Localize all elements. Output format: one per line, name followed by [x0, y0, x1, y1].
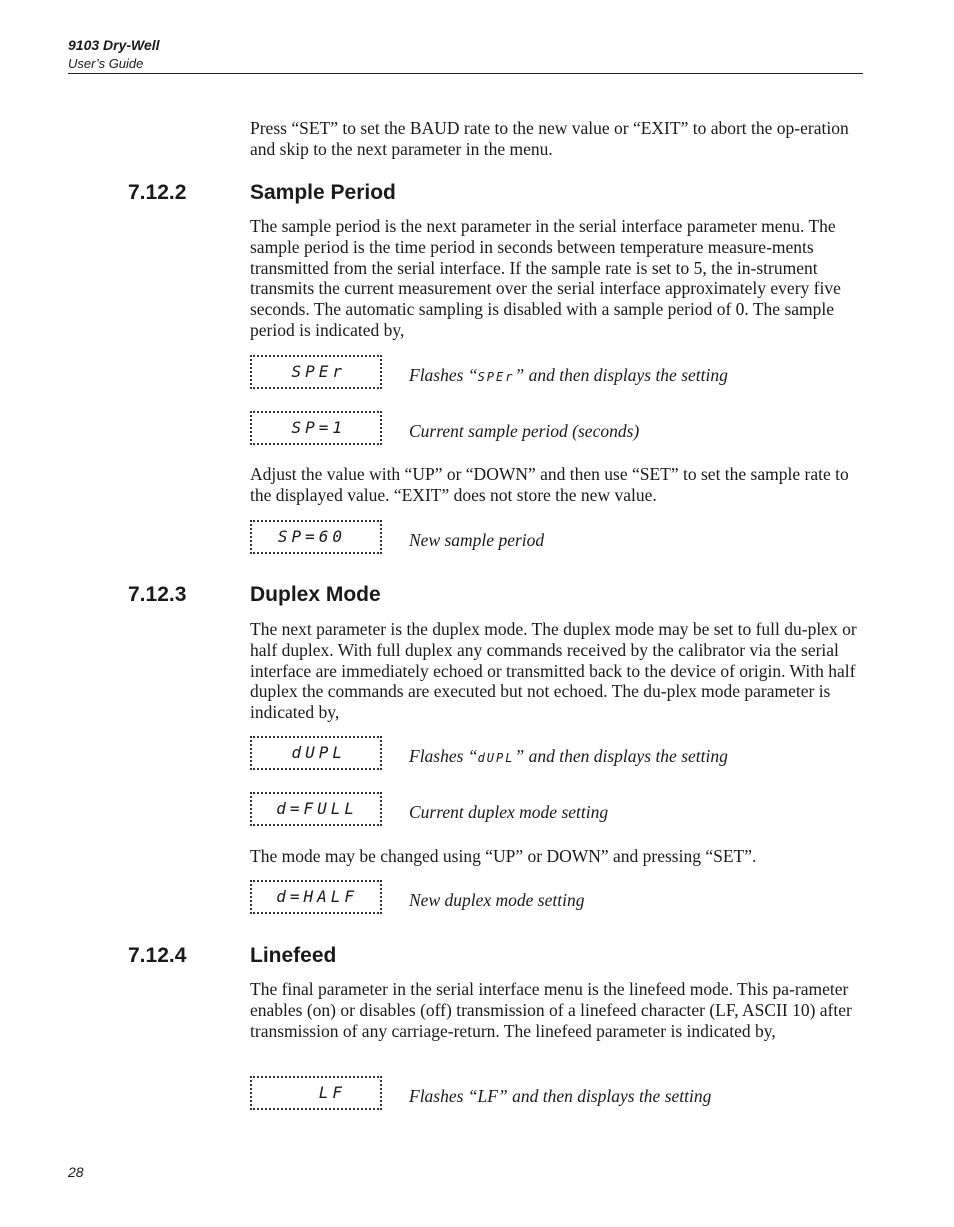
lcd-display: [250, 880, 382, 914]
lcd-display: [250, 355, 382, 389]
caption-text: Flashes “: [409, 746, 478, 766]
section-title: Linefeed: [250, 944, 337, 967]
section-paragraph: [250, 464, 864, 506]
paragraph-text: The mode may be changed using “UP” or DOWN” and pressing “SET”.: [250, 846, 757, 866]
caption-lcd-text: dUPL: [477, 751, 515, 765]
lcd-readout: SP=60: [277, 527, 346, 546]
lcd-readout: SPEr: [291, 362, 346, 381]
paragraph-text: The next parameter is the duplex mode. The duplex mode may be set to full du-plex or half duplex. With full duplex any commands received by the calibrator via the serial interface are immediately echoed or transmitted back to the device of origin. With half duplex the commands are executed but not echoed. The du-plex mode parameter is indicated by,: [250, 619, 857, 723]
section-title: Duplex Mode: [250, 583, 381, 606]
display-caption: Current sample period (seconds): [409, 421, 640, 441]
display-caption: Flashes “LF” and then displays the setting: [409, 1086, 712, 1106]
display-caption: New duplex mode setting: [409, 890, 585, 910]
section-paragraph: [250, 619, 864, 723]
page-number: 28: [68, 1164, 84, 1180]
paragraph-text: Press “SET” to set the BAUD rate to the new value or “EXIT” to abort the op-eration and skip to the next parameter in the menu.: [250, 118, 849, 159]
section-number: 7.12.3: [128, 583, 187, 606]
section-number: 7.12.2: [128, 181, 187, 204]
paragraph-text: The final parameter in the serial interface menu is the linefeed mode. This pa-rameter enables (on) or disables (off) transmission of a linefeed character (LF, ASCII 10) after transmission of any carriage-return. The linefeed parameter is indicated by,: [250, 979, 852, 1041]
caption-lcd-text: SPEr: [477, 370, 515, 384]
header-title: 9103 Dry-Well: [68, 37, 160, 53]
lcd-display: [250, 520, 382, 554]
section-number: 7.12.4: [128, 944, 187, 967]
lcd-display: [250, 736, 382, 770]
lcd-readout: SP=1: [291, 418, 346, 437]
intro-paragraph: [250, 118, 864, 160]
display-caption: New sample period: [409, 530, 545, 550]
paragraph-text: The sample period is the next parameter in the serial interface parameter menu. The sample period is the time period in seconds between temperature measure-ments transmitted from the serial interface. If the sample rate is set to 5, the in-strument transmits the current measurement over the serial interface approximately every five seconds. The automatic sampling is disabled with a sample period of 0. The sample period is indicated by,: [250, 216, 841, 340]
section-paragraph: [250, 216, 864, 341]
lcd-readout: dUPL: [291, 743, 346, 762]
section-paragraph: [250, 846, 864, 867]
header-rule: [68, 73, 863, 74]
lcd-display: [250, 1076, 382, 1110]
lcd-readout: d=FULL: [276, 799, 358, 818]
header-subtitle: User’s Guide: [68, 56, 144, 71]
lcd-readout: d=HALF: [276, 887, 358, 906]
display-caption: [409, 746, 728, 768]
display-caption: Current duplex mode setting: [409, 802, 609, 822]
caption-text: ” and then displays the setting: [514, 746, 728, 766]
paragraph-text: Adjust the value with “UP” or “DOWN” and then use “SET” to set the sample rate to the displayed value. “EXIT” does not store the new value.: [250, 464, 849, 505]
lcd-display: [250, 411, 382, 445]
caption-text: ” and then displays the setting: [514, 365, 728, 385]
caption-text: Flashes “: [409, 365, 478, 385]
section-title: Sample Period: [250, 181, 396, 204]
display-caption: [409, 365, 728, 387]
lcd-readout: LF: [318, 1083, 346, 1102]
lcd-display: [250, 792, 382, 826]
section-paragraph: [250, 979, 864, 1041]
